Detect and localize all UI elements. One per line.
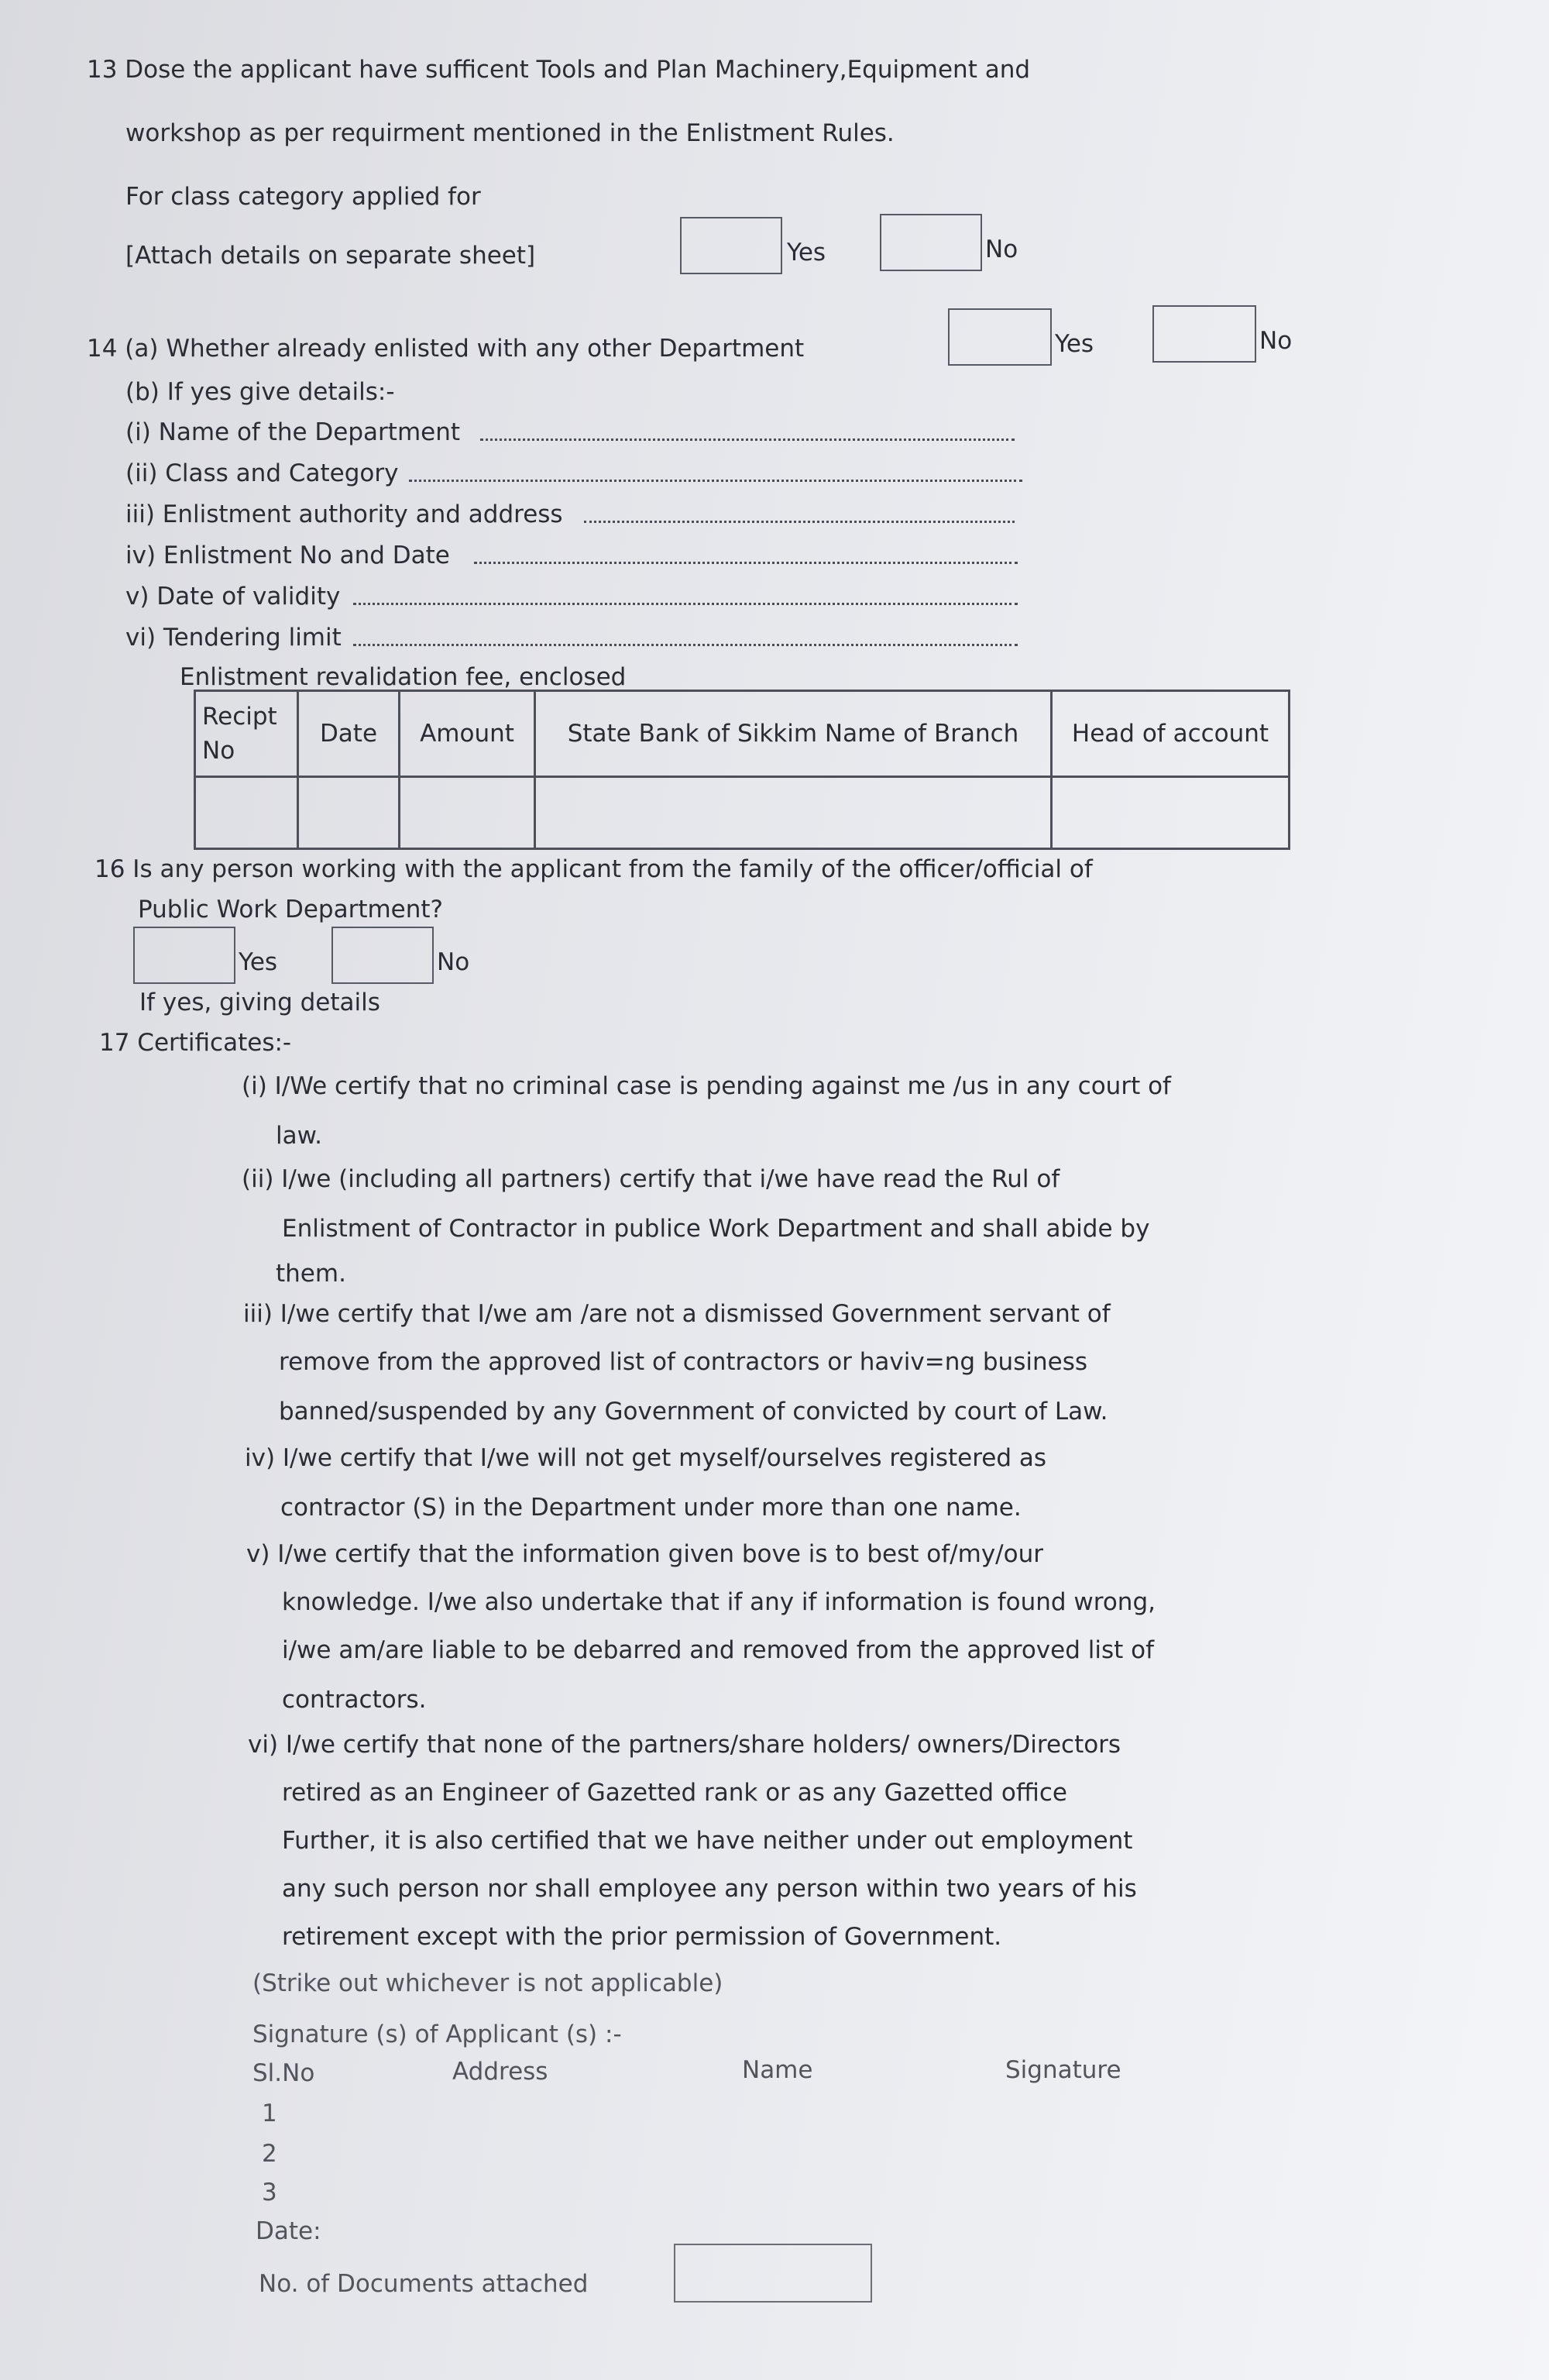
signature-col-address: Address xyxy=(452,2058,548,2086)
fee-head-of-account-cell[interactable] xyxy=(1052,777,1290,849)
signature-row-1: 1 xyxy=(262,2100,277,2127)
q16-no-label: No xyxy=(437,948,470,976)
q14-detail-enlistment-no-field[interactable] xyxy=(474,562,1018,564)
q14-detail-class-field[interactable] xyxy=(409,480,1022,482)
cert-iii-line1: iii) I/we certify that I/we am /are not a dismissed Government servant of xyxy=(243,1300,1111,1328)
q14-detail-department: (i) Name of the Department xyxy=(125,418,461,446)
fee-header-amount: Amount xyxy=(400,691,535,777)
signature-row-3: 3 xyxy=(262,2179,277,2206)
fee-header-receipt: Recipt No xyxy=(195,691,298,777)
q16-details: If yes, giving details xyxy=(139,989,380,1016)
q14-yes-checkbox[interactable] xyxy=(948,308,1052,366)
fee-header-head-of-account: Head of account xyxy=(1052,691,1290,777)
fee-branch-cell[interactable] xyxy=(535,777,1052,849)
cert-i-line1: (i) I/We certify that no criminal case is pending against me /us in any court of xyxy=(242,1072,1171,1100)
q16-yes-checkbox[interactable] xyxy=(133,927,235,984)
q14-yes-label: Yes xyxy=(1055,330,1094,358)
cert-v-line2: knowledge. I/we also undertake that if any if information is found wrong, xyxy=(282,1588,1156,1616)
q16-yes-label: Yes xyxy=(239,948,278,976)
cert-ii-line1: (ii) I/we (including all partners) certify that i/we have read the Rul of xyxy=(242,1165,1060,1193)
q14-no-checkbox[interactable] xyxy=(1152,305,1256,363)
q13-line3: For class category applied for xyxy=(125,183,481,211)
cert-iv-line1: iv) I/we certify that I/we will not get myself/ourselves registered as xyxy=(245,1444,1047,1472)
q16-line1: 16 Is any person working with the applicant from the family of the officer/official of xyxy=(94,855,1093,883)
q14-detail-validity-field[interactable] xyxy=(353,603,1018,605)
signature-row-2: 2 xyxy=(262,2140,277,2168)
q13-line1: 13 Dose the applicant have sufficent Tools and Plan Machinery,Equipment and xyxy=(87,56,1031,84)
fee-receipt-cell[interactable] xyxy=(195,777,298,849)
q14-line-a: 14 (a) Whether already enlisted with any other Department xyxy=(87,335,805,363)
cert-iii-line2: remove from the approved list of contractors or haviv=ng business xyxy=(279,1348,1087,1376)
q13-no-label: No xyxy=(985,236,1018,263)
documents-attached-label: No. of Documents attached xyxy=(259,2270,589,2298)
signature-col-name: Name xyxy=(742,2056,813,2084)
fee-header-date: Date xyxy=(298,691,400,777)
signature-col-slno: Sl.No xyxy=(252,2059,315,2087)
q14-detail-authority-field[interactable] xyxy=(584,521,1015,523)
q13-line4: [Attach details on separate sheet] xyxy=(125,242,536,270)
fee-date-cell[interactable] xyxy=(298,777,400,849)
q13-no-checkbox[interactable] xyxy=(880,214,982,271)
signature-col-signature: Signature xyxy=(1005,2056,1121,2084)
q14-detail-authority: iii) Enlistment authority and address xyxy=(125,500,563,528)
strike-note: (Strike out whichever is not applicable) xyxy=(252,1969,723,1997)
q14-no-label: No xyxy=(1259,327,1293,355)
signature-date: Date: xyxy=(256,2217,321,2245)
cert-v-line4: contractors. xyxy=(282,1686,427,1714)
q16-no-checkbox[interactable] xyxy=(331,927,434,984)
cert-vi-line4: any such person nor shall employee any person within two years of his xyxy=(282,1875,1137,1903)
cert-ii-line2: Enlistment of Contractor in publice Work Department and shall abide by xyxy=(282,1215,1150,1243)
fee-table xyxy=(194,690,1290,850)
q14-detail-tendering: vi) Tendering limit xyxy=(125,624,342,652)
fee-amount-cell[interactable] xyxy=(400,777,535,849)
q13-yes-label: Yes xyxy=(787,239,826,267)
cert-vi-line1: vi) I/we certify that none of the partners/share holders/ owners/Directors xyxy=(248,1731,1121,1759)
cert-v-line3: i/we am/are liable to be debarred and removed from the approved list of xyxy=(282,1636,1155,1664)
fee-header-row xyxy=(195,691,1290,777)
q16-line2: Public Work Department? xyxy=(138,896,443,923)
q13-line2: workshop as per requirment mentioned in the Enlistment Rules. xyxy=(125,119,895,147)
q14-detail-enlistment-no: iv) Enlistment No and Date xyxy=(125,542,450,569)
q17-title: 17 Certificates:- xyxy=(99,1029,292,1057)
cert-i-line2: law. xyxy=(276,1122,322,1150)
documents-attached-field[interactable] xyxy=(674,2244,872,2303)
signature-title: Signature (s) of Applicant (s) :- xyxy=(252,2021,622,2048)
cert-vi-line2: retired as an Engineer of Gazetted rank or as any Gazetted office xyxy=(282,1779,1067,1807)
cert-ii-line3: them. xyxy=(276,1260,346,1288)
cert-iii-line3: banned/suspended by any Government of convicted by court of Law. xyxy=(279,1398,1108,1426)
q14-detail-validity: v) Date of validity xyxy=(125,583,341,610)
cert-v-line1: v) I/we certify that the information given bove is to best of/my/our xyxy=(246,1540,1043,1568)
q14-detail-class: (ii) Class and Category xyxy=(125,459,399,487)
fee-input-row xyxy=(195,777,1290,849)
q13-yes-checkbox[interactable] xyxy=(680,217,782,274)
q14-line-b: (b) If yes give details:- xyxy=(125,378,395,406)
q14-detail-department-field[interactable] xyxy=(480,439,1015,441)
fee-caption: Enlistment revalidation fee, enclosed xyxy=(180,663,627,691)
fee-header-branch: State Bank of Sikkim Name of Branch xyxy=(535,691,1052,777)
cert-vi-line3: Further, it is also certified that we have neither under out employment xyxy=(282,1827,1133,1855)
cert-iv-line2: contractor (S) in the Department under more than one name. xyxy=(280,1494,1022,1522)
cert-vi-line5: retirement except with the prior permission of Government. xyxy=(282,1923,1002,1951)
q14-detail-tendering-field[interactable] xyxy=(353,644,1018,646)
